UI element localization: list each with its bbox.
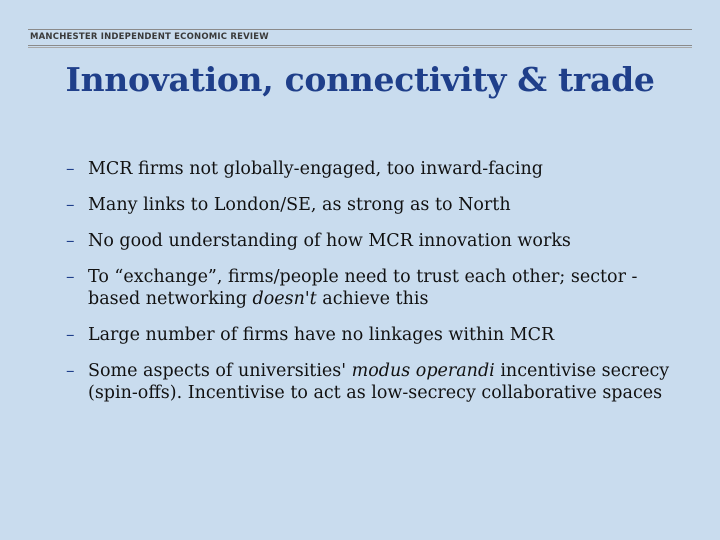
- header-label: MANCHESTER INDEPENDENT ECONOMIC REVIEW: [30, 32, 269, 42]
- bullet-dash: –: [66, 159, 75, 179]
- bullet-text: MCR firms not globally-engaged, too inward-facing: [88, 159, 543, 179]
- bullet-item: [66, 158, 686, 180]
- bullet-text: incentivise secrecy (spin-offs). Incentivise to act as low-secrecy collaborative spaces: [88, 361, 670, 403]
- bullet-dash: –: [66, 231, 75, 251]
- header-bar: [0, 29, 720, 49]
- bullet-emphasis: doesn't: [252, 289, 317, 309]
- bullet-text: Many links to London/SE, as strong as to North: [88, 195, 511, 215]
- bullet-item: [66, 266, 686, 310]
- bullet-item: [66, 194, 686, 216]
- bullet-dash: –: [66, 195, 75, 215]
- bullet-dash: –: [66, 325, 75, 345]
- bullet-text: To “exchange”, firms/people need to trust each other; sector -based networking: [88, 267, 638, 309]
- header-rule-bottom: [28, 45, 692, 46]
- bullet-item: [66, 230, 686, 252]
- bullet-text: Some aspects of universities': [88, 361, 352, 381]
- bullet-text: No good understanding of how MCR innovation works: [88, 231, 571, 251]
- bullet-dash: –: [66, 267, 75, 287]
- bullet-dash: –: [66, 361, 75, 381]
- bullet-item: [66, 324, 686, 346]
- bullet-emphasis: modus operandi: [351, 361, 495, 381]
- slide-title: Innovation, connectivity & trade: [65, 60, 655, 99]
- header-rule-top: [28, 29, 692, 30]
- bullet-text: Large number of firms have no linkages within MCR: [88, 325, 555, 345]
- header-rule-bottom-secondary: [28, 47, 692, 48]
- bullet-list: [66, 158, 686, 418]
- bullet-text: achieve this: [316, 289, 429, 309]
- bullet-item: [66, 360, 686, 404]
